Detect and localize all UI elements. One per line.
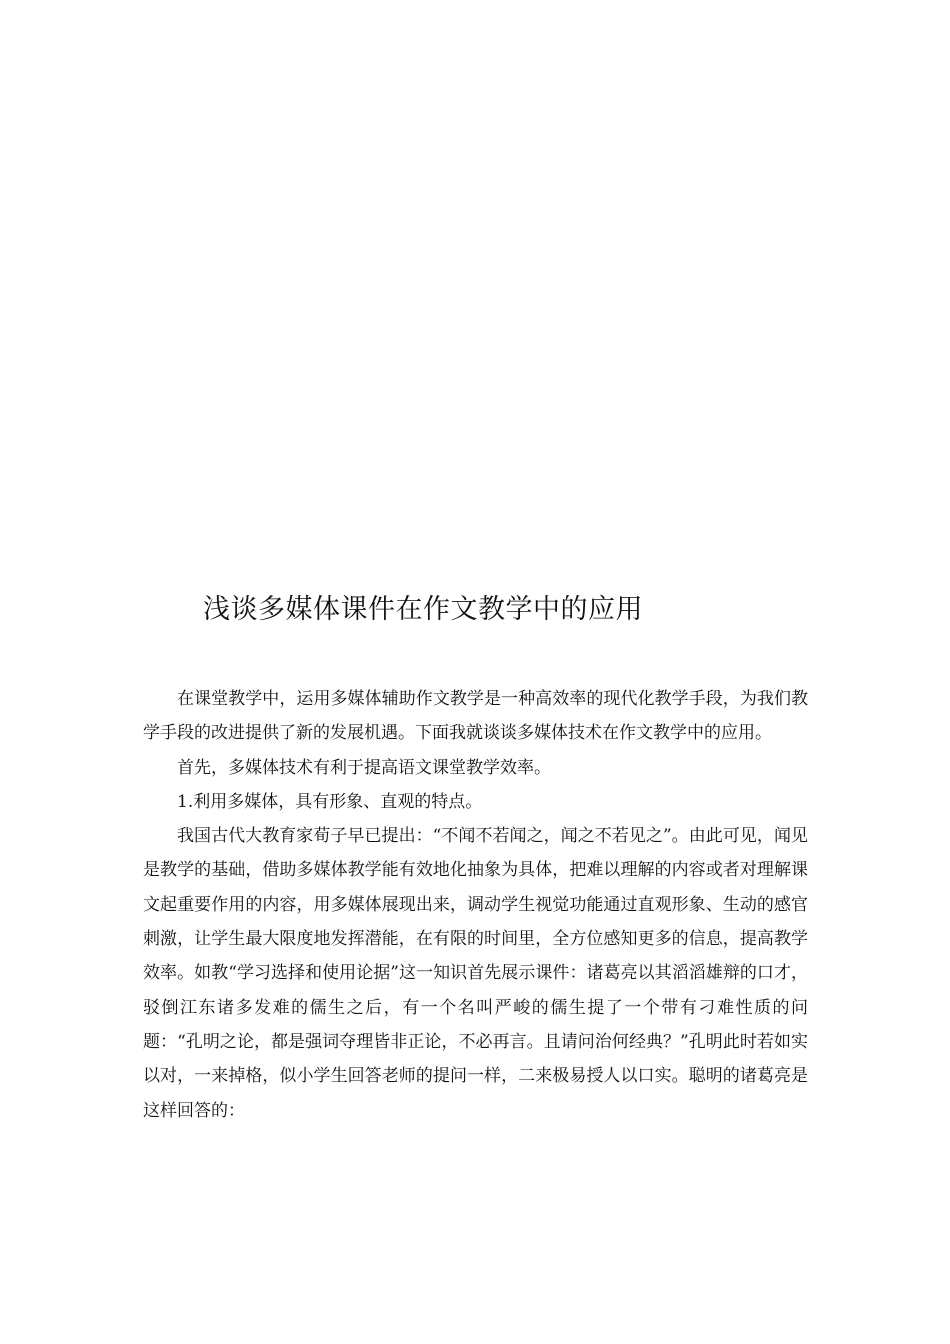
paragraph-xunzi-example: 我国古代大教育家荀子早已提出：“不闻不若闻之，闻之不若见之”。由此可见，闻见是教学的基础，借助多媒体教学能有效地化抽象为具体，把难以理解的内容或者对理解课文起重要作用的内容，用多媒体展现出来，调动学生视觉功能通过直观形象、生动的感官刺激，让学生最大限度地发挥潜能，在有限的时间里，全方位感知更多的信息，提高教学效率。如教“学习选择和使用论据”这一知识首先展示课件：诸葛亮以其滔滔雄辩的口才，驳倒江东诸多发难的儒生之后，有一个名叫严峻的儒生提了一个带有刁难性质的问题：“孔明之论，都是强词夺理皆非正论，不必再言。且请问治何经典？”孔明此时若如实以对，一来掉格，似小学生回答老师的提问一样，二来极易授人以口实。聪明的诸葛亮是这样回答的： (143, 826, 808, 1121)
document-body (143, 682, 808, 1128)
paragraph-subpoint-1: 1.利用多媒体，具有形象、直观的特点。 (177, 791, 483, 812)
paragraph-intro: 在课堂教学中，运用多媒体辅助作文教学是一种高效率的现代化教学手段，为我们教学手段的改进提供了新的发展机遇。下面我就谈谈多媒体技术在作文教学中的应用。 (143, 689, 808, 744)
paragraph-first-point: 首先，多媒体技术有利于提高语文课堂教学效率。 (177, 757, 551, 778)
document-title: 浅谈多媒体课件在作文教学中的应用 (203, 594, 643, 625)
